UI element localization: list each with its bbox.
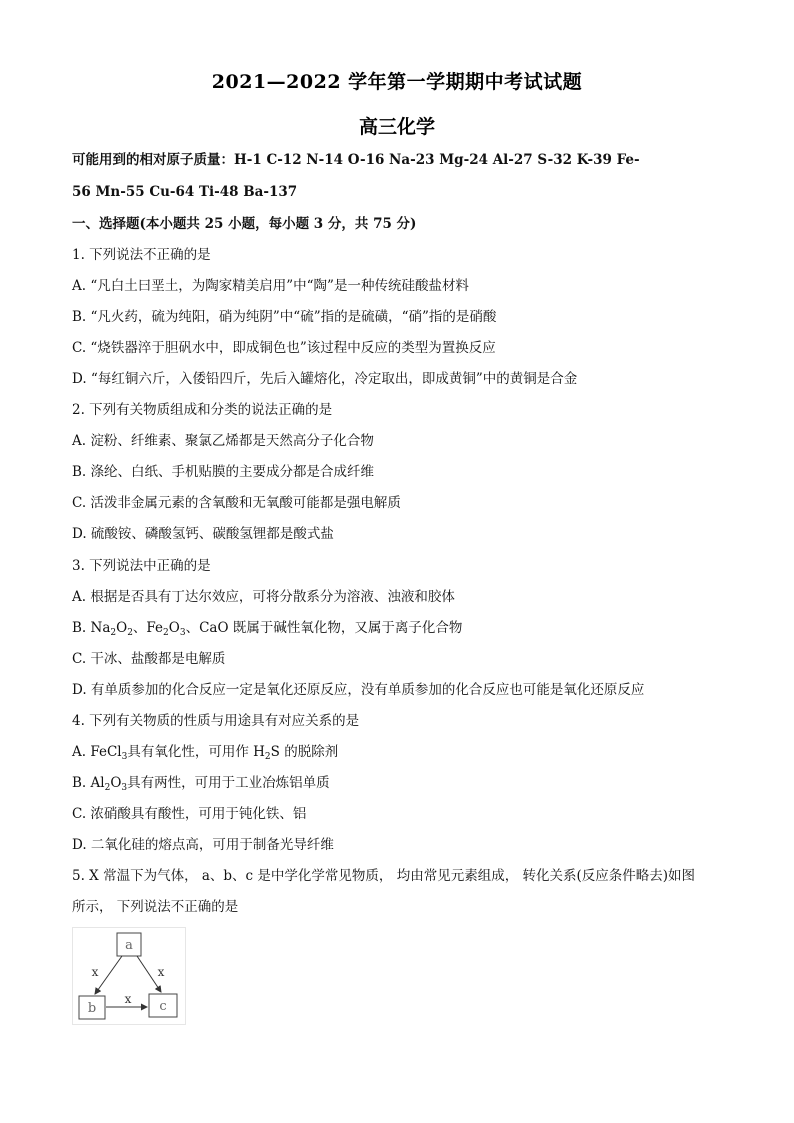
question-2-option-a: A. 淀粉、纤维素、聚氯乙烯都是天然高分子化合物 <box>72 433 374 449</box>
node-b-label: b <box>87 1001 97 1016</box>
exam-title: 2021—2022 学年第一学期期中考试试题 <box>211 71 583 93</box>
question-3-option-b: B. $Na_2O_2$、$Fe_2O_3$、CaO 既属于碱性氧化物，又属于离子化合物 <box>72 620 463 638</box>
question-2-stem: 2. 下列有关物质组成和分类的说法正确的是 <box>72 402 333 418</box>
question-3-option-d: D. 有单质参加的化合反应一定是氧化还原反应，没有单质参加的化合反应也可能是氧化还原反应 <box>72 682 645 698</box>
node-a-label: a <box>125 938 133 953</box>
question-1-option-c: C. “烧铁器淬于胆矾水中，即成铜色也”该过程中反应的类型为置换反应 <box>72 340 496 356</box>
edge-label-ab: x <box>91 965 99 979</box>
question-5-stem-line-1: 5. X 常温下为气体， a、b、c 是中学化学常见物质， 均由常见元素组成， 转化关系(反应条件略去)如图 <box>72 868 696 884</box>
question-1-option-d: D. “每红铜六斤，入倭铅四斤，先后入罐熔化，冷定取出，即成黄铜”中的黄铜是合金 <box>72 371 578 387</box>
question-2-option-c: C. 活泼非金属元素的含氧酸和无氧酸可能都是强电解质 <box>72 495 401 511</box>
question-2-option-d: D. 硫酸铵、磷酸氢钙、碳酸氢锂都是酸式盐 <box>72 526 334 542</box>
edge-label-bc: x <box>124 992 132 1006</box>
atomic-masses-line-2: 56 Mn-55 Cu-64 Ti-48 Ba-137 <box>72 184 298 200</box>
question-1-option-a: A. “凡白土曰垩土，为陶家精美启用”中“陶”是一种传统硅酸盐材料 <box>72 278 469 294</box>
edge-label-ac: x <box>157 965 165 979</box>
node-c-label: c <box>159 999 167 1014</box>
question-4-option-a: A. FeCl$_3$具有氧化性，可用作 $H_2S$ 的脱除剂 <box>72 744 339 762</box>
question-3-option-a: A. 根据是否具有丁达尔效应，可将分散系分为溶液、浊液和胶体 <box>72 589 455 605</box>
question-4-option-b: B. $Al_2O_3$具有两性，可用于工业冶炼铝单质 <box>72 775 330 793</box>
question-3-option-c: C. 干冰、盐酸都是电解质 <box>72 651 226 667</box>
conversion-diagram <box>72 927 186 1025</box>
question-1-option-b: B. “凡火药，硫为纯阳，硝为纯阴”中“硫”指的是硫磺，“硝”指的是硝酸 <box>72 309 497 325</box>
question-2-option-b: B. 涤纶、白纸、手机贴膜的主要成分都是合成纤维 <box>72 464 375 480</box>
atomic-masses-line-1: 可能用到的相对原子质量：H-1 C-12 N-14 O-16 Na-23 Mg-24 Al-27 S-32 K-39 Fe- <box>72 152 640 168</box>
question-4-stem: 4. 下列有关物质的性质与用途具有对应关系的是 <box>72 713 360 729</box>
section-heading: 一、选择题(本小题共 25 小题，每小题 3 分，共 75 分) <box>72 216 417 232</box>
question-4-option-c: C. 浓硝酸具有酸性，可用于钝化铁、铝 <box>72 806 307 822</box>
arrow-a-to-b <box>95 956 122 994</box>
question-5-stem-line-2: 所示， 下列说法不正确的是 <box>72 899 239 915</box>
exam-subtitle: 高三化学 <box>358 116 435 138</box>
conversion-diagram-svg <box>73 928 185 1024</box>
question-4-option-d: D. 二氧化硅的熔点高，可用于制备光导纤维 <box>72 837 334 853</box>
question-1-stem: 1. 下列说法不正确的是 <box>72 247 211 263</box>
question-3-stem: 3. 下列说法中正确的是 <box>72 558 211 574</box>
